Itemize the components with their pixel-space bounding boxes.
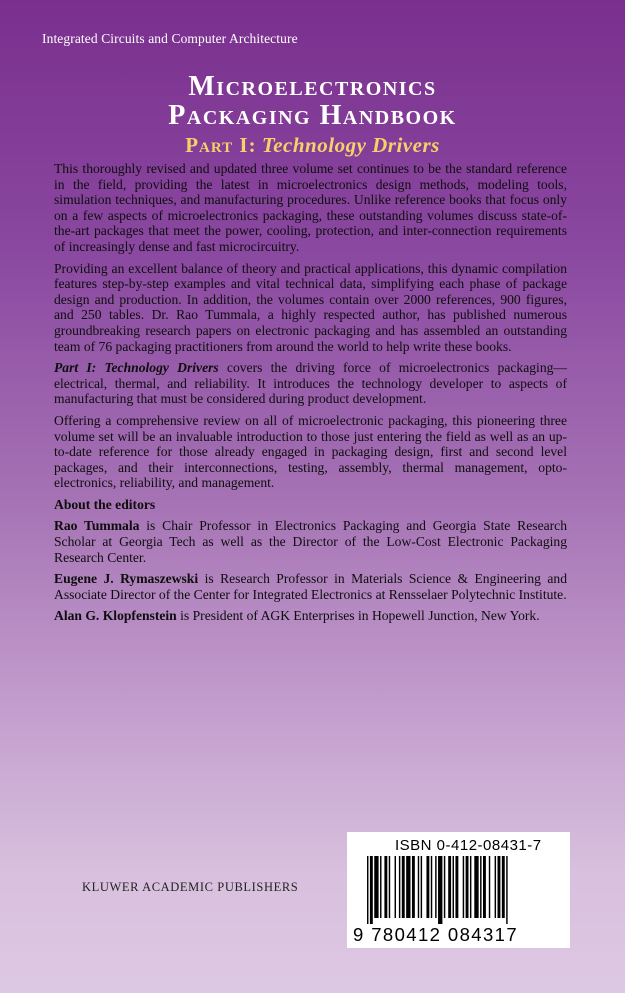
editor-name: Rao Tummala — [54, 518, 140, 534]
blurb — [54, 161, 567, 630]
barcode-panel — [347, 832, 570, 948]
publisher-name: KLUWER ACADEMIC PUBLISHERS — [82, 880, 299, 894]
blurb-paragraph-4: Offering a comprehensive review on all of microelectronic packaging, this pioneering three volume set will be an invaluable introduction to those just entering the field as well as an up-to-date reference for those already engaged in packaging design, first and second level packages, and their interconnections, testing, assembly, thermal management, opto-electronics, reliability, and management. — [54, 412, 567, 491]
barcode-bar — [418, 856, 419, 918]
blurb-paragraph-3 — [54, 360, 567, 407]
barcode-bar — [474, 856, 478, 918]
barcode-bar — [406, 856, 410, 918]
barcode-bar — [399, 856, 400, 918]
barcode-bar — [384, 856, 387, 918]
blurb-paragraph-3-rest: covers the driving force of microelectronics packaging—electrical, thermal, and reliability. It introduces the technology developer to aspects of manufacturing that must be considered during product development. — [54, 360, 568, 407]
subtitle-part: Part I: — [185, 133, 257, 157]
editor-bio: is Chair Professor in Electronics Packaging and Georgia State Research Scholar at Georgia Tech as well as the Director of the Low-Cost Electronic Packaging Research Center. — [54, 518, 567, 565]
ean-text: 9 780412 084317 — [353, 924, 519, 945]
barcode-bar — [421, 856, 422, 918]
editor-entry — [54, 571, 567, 602]
barcode-bar — [402, 856, 405, 918]
editor-bio: is President of AGK Enterprises in Hopewell Junction, New York. — [176, 608, 540, 624]
barcode-bar — [495, 856, 496, 918]
editor-name: Eugene J. Rymaszewski — [54, 571, 199, 587]
barcode-bar — [466, 856, 469, 918]
barcode-bar — [389, 856, 390, 918]
barcode-bar — [502, 856, 505, 918]
barcode-bar — [395, 856, 396, 918]
barcode-bar — [483, 856, 486, 918]
subtitle-part-name: Technology Drivers — [261, 133, 440, 157]
barcode-bar — [453, 856, 454, 918]
book-title-line-1: Microelectronics — [188, 71, 437, 102]
barcode-bar — [489, 856, 490, 918]
barcode-bar — [374, 856, 378, 918]
barcode-bar — [412, 856, 415, 918]
isbn-text: ISBN 0-412-08431-7 — [395, 837, 542, 854]
barcode-bar — [506, 856, 507, 924]
editor-bio: is Research Professor in Materials Science & Engineering and Associate Director of the Center for Integrated Electronics at Rensselaer Polytechnic Institute. — [54, 571, 567, 602]
barcode-bar — [367, 856, 368, 924]
series-title: Integrated Circuits and Computer Architecture — [42, 31, 298, 46]
barcode-bar — [426, 856, 429, 918]
book-subtitle — [0, 132, 625, 158]
barcode-bar — [438, 856, 442, 924]
book-title-line-2: Packaging Handbook — [168, 100, 457, 131]
barcode-bar — [370, 856, 373, 924]
editors-heading: About the editors — [54, 496, 156, 512]
barcode-bar — [463, 856, 464, 918]
barcode-bar — [380, 856, 381, 918]
editor-entry — [54, 518, 567, 565]
editor-name: Alan G. Klopfenstein — [54, 608, 177, 624]
barcode-bar — [480, 856, 481, 918]
editor-entry — [54, 608, 567, 624]
barcode-bar — [455, 856, 458, 918]
barcode-icon — [367, 856, 551, 924]
barcode-bar — [448, 856, 451, 918]
blurb-paragraph-3-lead: Part I: Technology Drivers — [54, 360, 219, 376]
barcode-bar — [470, 856, 471, 918]
barcode-bar — [431, 856, 432, 918]
barcode-bar — [435, 856, 436, 918]
barcode-bar — [444, 856, 445, 918]
blurb-paragraph-2: Providing an excellent balance of theory and practical applications, this dynamic compilation features step-by-step examples and vital technical data, simplifying each phase of package design and production. In addition, the volumes contain over 2000 references, 900 figures, and 250 tables. Dr. Rao Tummala, a highly respected author, has published numerous groundbreaking research papers on electronic packaging and has assembled an outstanding team of 76 packaging practitioners from around the world to help write these books. — [54, 260, 567, 354]
blurb-paragraph-1: This thoroughly revised and updated three volume set continues to be the standard reference in the field, providing the latest in microelectronics design methods, modeling tools, simulation techniques, and manufacturing procedures. Unlike reference books that focus only on a few aspects of microelectronics packaging, these outstanding volumes discuss state-of-the-art packages that meet the power, cooling, protection, and inter-connection requirements of increasingly dense and fast microcircuitry. — [54, 161, 567, 254]
barcode-bar — [498, 856, 501, 918]
